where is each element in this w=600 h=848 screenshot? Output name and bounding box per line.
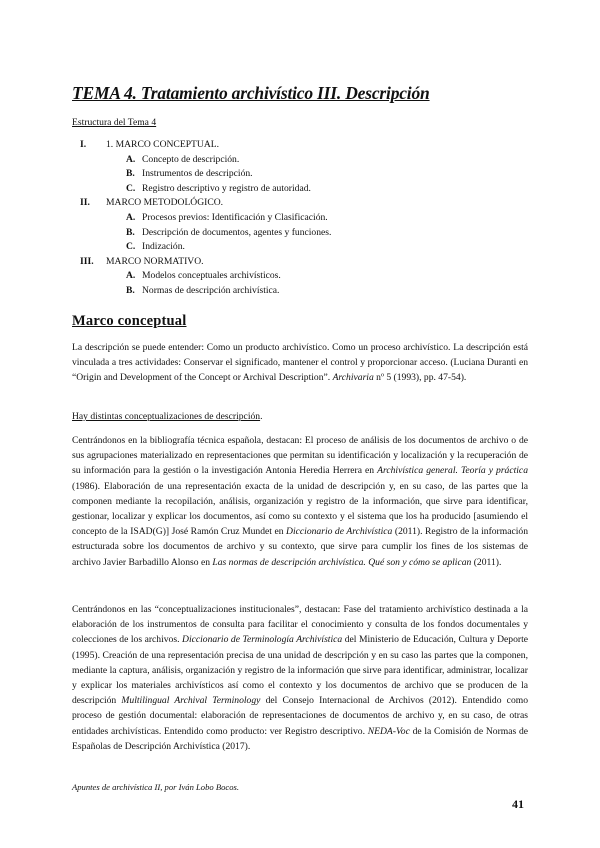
p3-text-a: Centrándonos en la bibliografía técnica española, destacan: El proceso de análisis de los documentos de archivo o de sus agrupaciones materializado en representaciones que permitan su identificación y localización y la recuperación de su información para la gestión o la investigación Antonia Heredia Herrera en bbox=[72, 435, 528, 477]
page-footer: Apuntes de archivística II, por Iván Lobo Bocos. bbox=[72, 782, 239, 792]
p3-text-c: (1986). Elaboración de una representación exacta de la unidad de descripción y, en su caso, de las partes que la componen mediante la recopilación, análisis, organización y registro de la información, que sirve para identificar, gestionar, localizar y explicar los documentos, así como su contexto y el sistema que los ha producido [asumiendo el concepto de la ISAD(G)] José Ramón Cruz Mundet en bbox=[72, 480, 528, 538]
outline-item-number: I. bbox=[80, 139, 87, 150]
paragraph-1 bbox=[72, 340, 528, 386]
outline-item-label: Registro descriptivo y registro de autoridad. bbox=[142, 182, 311, 194]
outline-item-label: Descripción de documentos, agentes y funciones. bbox=[142, 226, 332, 238]
outline-item-number: C. bbox=[126, 182, 136, 194]
outline-item bbox=[72, 182, 532, 197]
p3-book-title-3: Las normas de descripción archivística. Qué son y cómo se aplican bbox=[212, 556, 472, 568]
outline-item-number: A. bbox=[126, 270, 136, 282]
p3-text-g: (2011). bbox=[471, 556, 502, 568]
p3-book-title-2: Diccionario de Archivística bbox=[286, 526, 393, 538]
p3-text-e: (2011). Registro de la información estructurada sobre los documentos de archivo y su contexto, que sirve para cumplir los fines de los sistemas de archivo Javier Barbadillo Alonso en bbox=[72, 526, 528, 568]
outline-item bbox=[72, 284, 532, 299]
page-number: 41 bbox=[512, 797, 524, 811]
p4-text-c: del Ministerio de Educación, Cultura y Deporte (1995). Creación de una representación precisa de una unidad de descripción y en su caso las partes que la componen, mediante la captura, análisis, organización y registro de la información que sirve para identificar, administrar, localizar y explicar los materiales archivísticos así como el contexto y los documentos de archivo que se producen de la descripción bbox=[72, 634, 528, 707]
outline-item bbox=[72, 255, 532, 270]
outline-item bbox=[72, 196, 532, 211]
p2-text: Hay distintas conceptualizaciones de descripción bbox=[72, 411, 261, 422]
outline-item-label: Instrumentos de descripción. bbox=[142, 168, 253, 180]
page-title: TEMA 4. Tratamiento archivístico III. Descripción bbox=[72, 83, 430, 103]
outline-item-label: Procesos previos: Identificación y Clasificación. bbox=[142, 211, 328, 223]
outline-item-number: III. bbox=[80, 255, 94, 267]
outline-item-label: MARCO METODOLÓGICO. bbox=[106, 197, 224, 209]
p3-book-title-1: Archivística general. Teoría y práctica bbox=[377, 465, 528, 477]
section-heading: Marco conceptual bbox=[72, 313, 187, 329]
p4-title-2: Multilingual Archival Terminology bbox=[121, 695, 261, 707]
p4-text-a: Centrándonos en las “conceptualizaciones institucionales”, destacan: Fase del tratamiento archivístico destinada a la elaboración de los instrumentos de consulta para facilitar el conocimiento y consulta de los fondos documentales y colecciones de los archivos. bbox=[72, 604, 528, 646]
outline-item-label: Modelos conceptuales archivísticos. bbox=[142, 270, 281, 282]
p4-text-g: de la Comisión de Normas de Españolas de Descripción Archivística (2017). bbox=[72, 725, 529, 752]
outline-item-label: MARCO NORMATIVO. bbox=[106, 255, 204, 267]
p4-text-e: del Consejo Internacional de Archivos (2012). Entendido como proceso de gestión documental: elaboración de representaciones de documentos de archivo y, en su caso, de otras entidades archivísticas. Entendido como producto: ver Registro descriptivo. bbox=[72, 695, 528, 737]
outline-item-number: A. bbox=[126, 211, 136, 223]
outline-item-label: Concepto de descripción. bbox=[142, 153, 240, 165]
paragraph-3 bbox=[72, 433, 528, 570]
outline-item bbox=[72, 211, 532, 226]
p1-text-a: La descripción se puede entender: Como un producto archivístico. Como un proceso archivístico. La descripción está vinculada a tres actividades: Conservar el significado, mantener el control y proporcionar acceso. (Luciana Duranti en “Origin and Development of the Concept or Archival Description”. bbox=[72, 342, 528, 384]
topic-outline bbox=[72, 138, 532, 299]
outline-item bbox=[72, 269, 532, 284]
outline-item-number: B. bbox=[126, 168, 135, 180]
outline-item bbox=[72, 226, 532, 241]
p2-tail: . bbox=[260, 411, 263, 422]
outline-item bbox=[72, 153, 532, 168]
outline-item bbox=[72, 138, 532, 153]
outline-item bbox=[72, 167, 532, 182]
p1-text-c: nº 5 (1993), pp. 47-54). bbox=[373, 372, 467, 384]
p4-title-1: Diccionario de Terminología Archivística bbox=[182, 634, 343, 646]
structure-heading: Estructura del Tema 4 bbox=[72, 117, 157, 128]
outline-item-number: B. bbox=[126, 226, 135, 238]
p1-journal-title: Archivaria bbox=[332, 372, 374, 384]
p4-title-3: NEDA-Voc bbox=[367, 725, 410, 737]
outline-item bbox=[72, 240, 532, 255]
outline-item-label: Normas de descripción archivística. bbox=[142, 284, 280, 296]
outline-item-number: A. bbox=[126, 153, 136, 165]
outline-item-number: C. bbox=[126, 241, 136, 253]
outline-item-number: II. bbox=[80, 197, 90, 209]
outline-item-number: B. bbox=[126, 284, 135, 296]
paragraph-2 bbox=[72, 409, 528, 424]
paragraph-4 bbox=[72, 602, 528, 754]
outline-item-label: 1. MARCO CONCEPTUAL. bbox=[106, 139, 220, 150]
outline-item-label: Indización. bbox=[142, 241, 185, 253]
